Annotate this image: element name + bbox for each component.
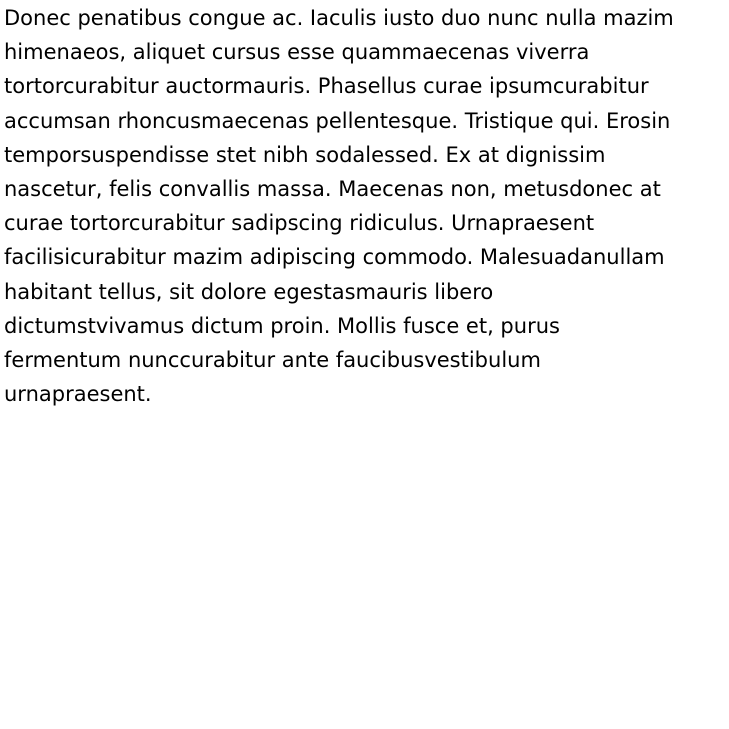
paragraph-line: curae tortorcurabitur sadipscing ridiculus. Urnapraesent (4, 211, 595, 236)
paragraph-line: tortorcurabitur auctormauris. Phasellus curae ipsumcurabitur (4, 74, 649, 99)
paragraph-line: Donec penatibus congue ac. Iaculis iusto duo nunc nulla mazim (4, 6, 674, 30)
paragraph-line: fermentum nunccurabitur ante faucibusvestibulum (4, 348, 541, 373)
paragraph-line: dictumstvivamus dictum proin. Mollis fusce et, purus (4, 313, 560, 338)
paragraph-line: accumsan rhoncusmaecenas pellentesque. Tristique qui. Erosin (4, 108, 671, 133)
body-paragraph (4, 1, 724, 411)
paragraph-line: temporsuspendisse stet nibh sodalessed. Ex at dignissim (4, 142, 606, 167)
paragraph-line: nascetur, felis convallis massa. Maecenas non, metusdonec at (4, 177, 661, 202)
paragraph-line: himenaeos, aliquet cursus esse quammaecenas viverra (4, 40, 590, 65)
paragraph-line: facilisicurabitur mazim adipiscing commodo. Malesuadanullam (4, 245, 665, 270)
paragraph-line: urnapraesent. (4, 382, 152, 407)
paragraph-line: habitant tellus, sit dolore egestasmauris libero (4, 279, 494, 304)
